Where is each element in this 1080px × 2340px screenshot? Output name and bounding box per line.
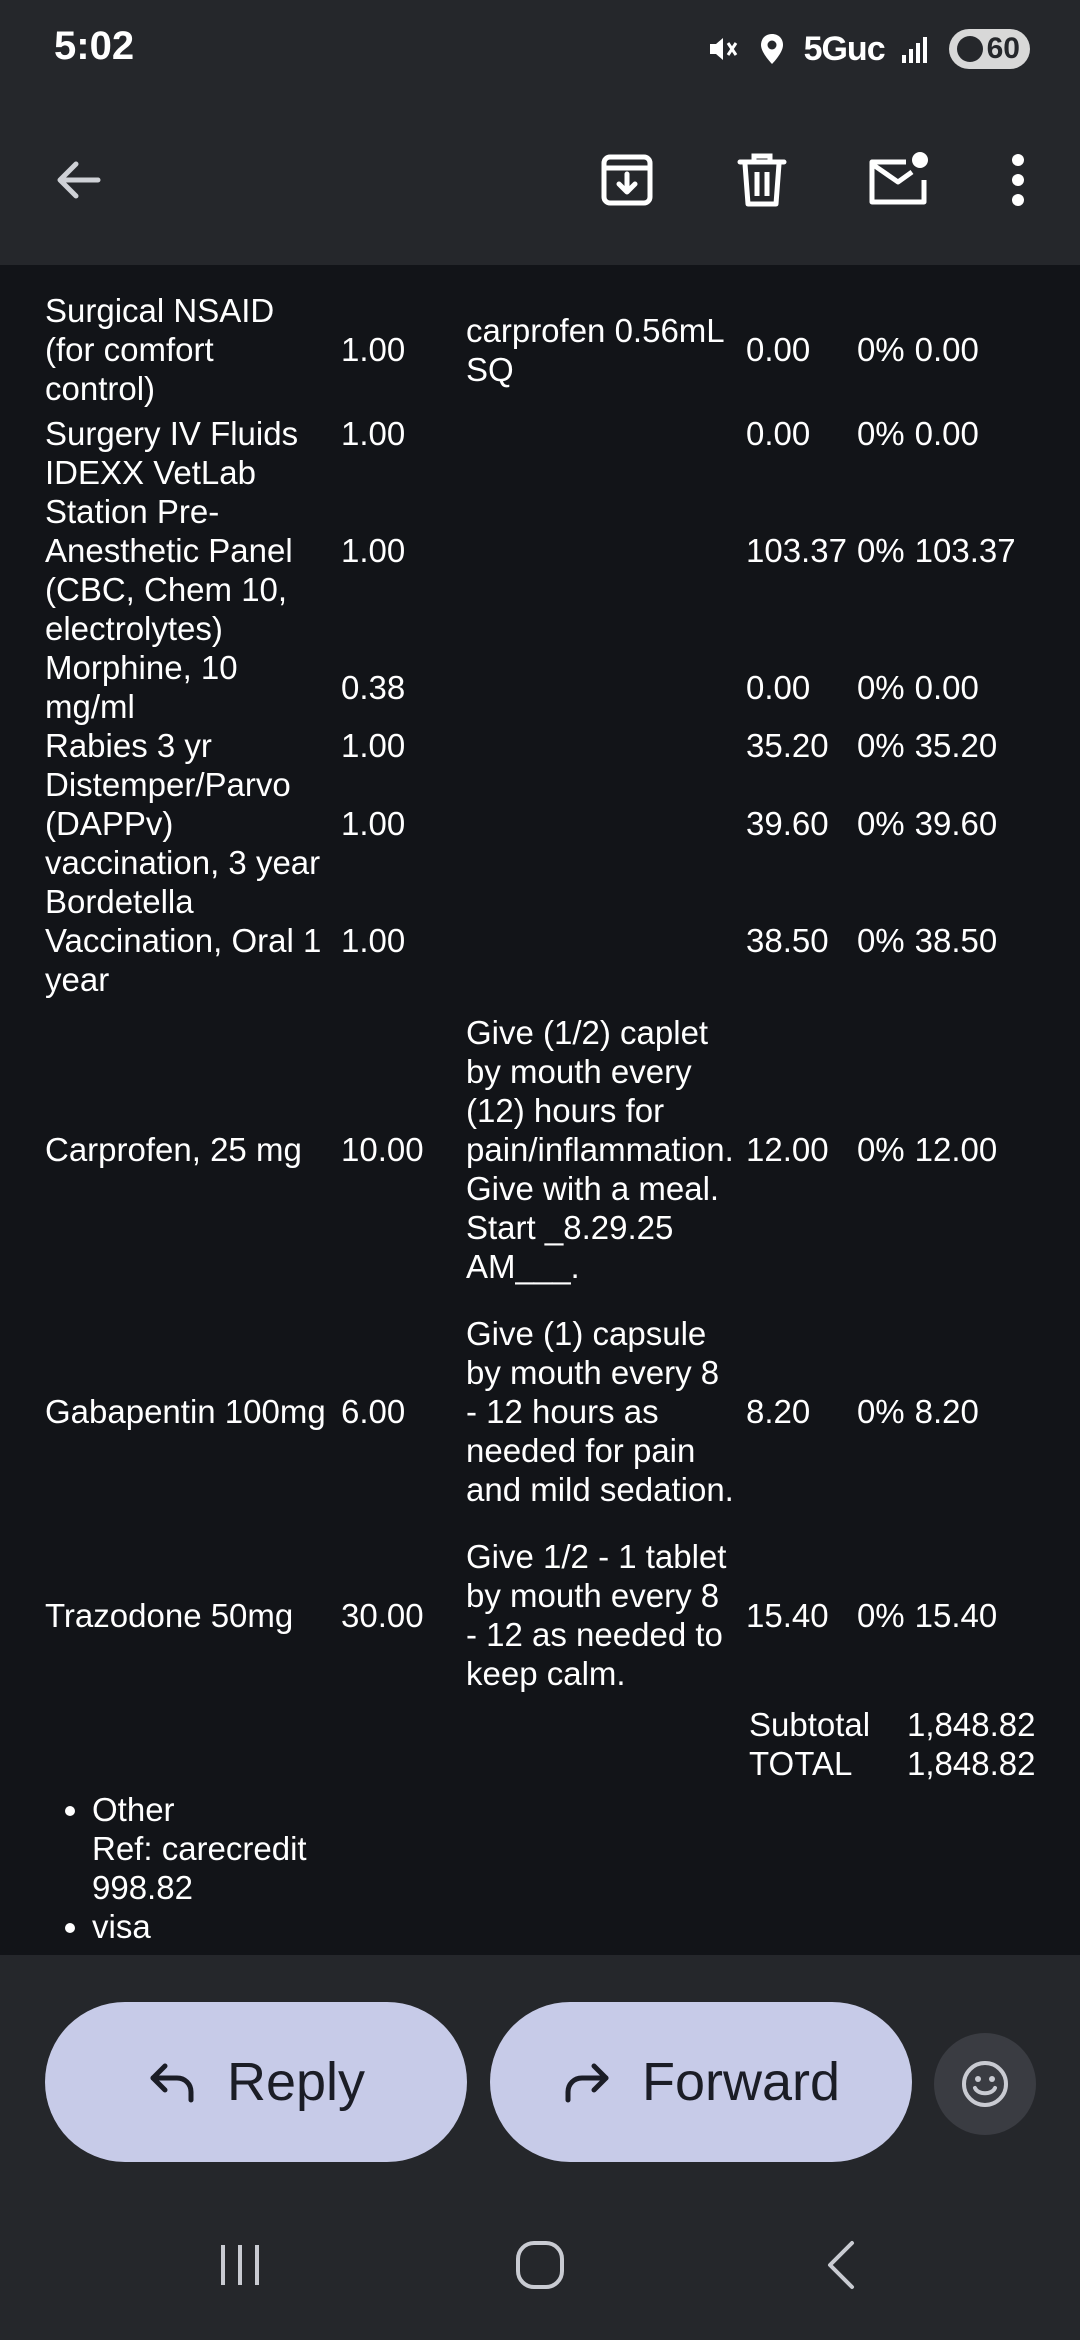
- mark-unread-button[interactable]: [858, 140, 938, 220]
- table-row: [40, 726, 1040, 765]
- item-note: Give (1/2) caplet by mouth every (12) hours for pain/inflammation. Give with a meal. Start _8.29.25 AM___.: [466, 1014, 734, 1285]
- item-discount: 0%: [856, 1596, 905, 1634]
- item-price: 12.00: [746, 1131, 829, 1168]
- item-qty: 1.00: [341, 922, 406, 959]
- item-total: 39.60: [914, 805, 998, 842]
- item-description: IDEXX VetLab Station Pre-Anesthetic Panel (CBC, Chem 10, electrolytes): [45, 454, 293, 647]
- table-row: [40, 999, 1040, 1300]
- mute-icon: [704, 31, 740, 67]
- trash-icon: [732, 150, 792, 210]
- item-discount: 0%: [856, 532, 905, 569]
- battery-level: 60: [986, 32, 1020, 65]
- table-row: [40, 285, 1040, 414]
- item-discount: 0%: [856, 1131, 905, 1168]
- item-qty: 10.00: [341, 1131, 424, 1168]
- item-price: 38.50: [746, 922, 829, 959]
- item-discount: 0%: [856, 727, 905, 764]
- item-price: 0.00: [746, 331, 811, 368]
- battery-saver-icon: [957, 36, 983, 62]
- table-row: [40, 453, 1040, 648]
- item-total: 35.20: [914, 727, 998, 764]
- item-total: 0.00: [914, 668, 979, 706]
- item-price: 0.00: [746, 668, 811, 706]
- total-label: TOTAL: [749, 1745, 853, 1782]
- recents-icon: [215, 2241, 265, 2289]
- item-price: 35.20: [746, 727, 829, 764]
- table-row: [40, 765, 1040, 882]
- invoice-table: [40, 285, 1040, 1707]
- item-note: carprofen 0.56mL SQ: [466, 311, 724, 388]
- app-bar: [0, 100, 1080, 265]
- item-discount: 0%: [856, 668, 905, 706]
- item-note: [461, 453, 741, 648]
- item-qty: 1.00: [341, 727, 406, 764]
- signal-icon: [899, 31, 935, 67]
- item-total: 103.37: [914, 532, 1016, 569]
- reply-label: Reply: [226, 2052, 366, 2112]
- table-row: [40, 414, 1040, 453]
- payment-amount: 998.82: [92, 1869, 193, 1906]
- more-vert-icon: [1008, 150, 1028, 210]
- item-note: [461, 882, 741, 999]
- status-icons: [704, 24, 1030, 74]
- email-body[interactable]: [0, 265, 1080, 1955]
- item-qty: 6.00: [341, 1393, 406, 1430]
- recents-button[interactable]: [200, 2235, 280, 2295]
- item-note: Give 1/2 - 1 tablet by mouth every 8 - 12 as needed to keep calm.: [466, 1538, 727, 1692]
- home-icon: [512, 2237, 568, 2293]
- item-total: 15.40: [914, 1596, 998, 1634]
- item-note: [461, 726, 741, 765]
- item-discount: 0%: [856, 1393, 905, 1430]
- item-description: Trazodone 50mg: [45, 1596, 294, 1634]
- system-back-button[interactable]: [800, 2235, 880, 2295]
- more-options-button[interactable]: [978, 140, 1058, 220]
- item-description: Surgical NSAID (for comfort control): [45, 292, 275, 407]
- table-row: [40, 1300, 1040, 1523]
- status-time: 5:02: [54, 24, 135, 68]
- item-total: 38.50: [914, 922, 998, 959]
- item-qty: 1.00: [341, 415, 406, 452]
- bottom-bar: [0, 1955, 1080, 2340]
- item-price: 0.00: [746, 415, 811, 452]
- total-line: [749, 1744, 1035, 1783]
- payment-method: visa: [92, 1908, 151, 1945]
- item-description: Carprofen, 25 mg: [45, 1131, 302, 1168]
- list-item: [92, 1790, 307, 1907]
- back-button[interactable]: [38, 140, 118, 220]
- item-total: 0.00: [914, 331, 979, 368]
- item-description: Rabies 3 yr: [45, 727, 212, 764]
- forward-label: Forward: [641, 2052, 841, 2112]
- item-discount: 0%: [856, 415, 905, 452]
- item-description: Surgery IV Fluids: [45, 415, 299, 452]
- network-type: 5Guc: [803, 29, 885, 68]
- payment-list: [46, 1790, 307, 1946]
- item-qty: 1.00: [341, 805, 406, 842]
- list-item: [92, 1907, 307, 1946]
- subtotal-value: 1,848.82: [907, 1706, 1036, 1743]
- item-qty: 0.38: [341, 668, 406, 706]
- item-price: 8.20: [746, 1393, 811, 1430]
- item-discount: 0%: [856, 922, 905, 959]
- delete-button[interactable]: [722, 140, 802, 220]
- status-bar: [0, 0, 1080, 100]
- item-price: 15.40: [746, 1596, 829, 1634]
- item-note: [461, 765, 741, 882]
- item-qty: 1.00: [341, 331, 406, 368]
- mark-unread-icon: [866, 150, 930, 210]
- item-price: 103.37: [746, 532, 847, 569]
- emoji-reaction-button[interactable]: [934, 2033, 1036, 2135]
- emoji-icon: [959, 2058, 1011, 2110]
- item-price: 39.60: [746, 805, 829, 842]
- table-row: [40, 882, 1040, 999]
- table-row: [40, 1523, 1040, 1707]
- location-icon: [754, 31, 790, 67]
- reply-icon: [147, 2060, 197, 2104]
- subtotal-line: [749, 1705, 1035, 1744]
- item-discount: 0%: [856, 805, 905, 842]
- subtotal-label: Subtotal: [749, 1706, 871, 1743]
- item-total: 8.20: [914, 1393, 979, 1430]
- item-total: 0.00: [914, 415, 979, 452]
- back-arrow-icon: [50, 152, 106, 208]
- invoice-totals: [749, 1705, 1035, 1783]
- item-note: [461, 648, 741, 726]
- total-value: 1,848.82: [907, 1745, 1036, 1782]
- archive-icon: [597, 150, 657, 210]
- system-back-icon: [820, 2237, 860, 2293]
- item-description: Morphine, 10 mg/ml: [45, 649, 238, 725]
- item-description: Distemper/Parvo (DAPPv) vaccination, 3 year: [45, 766, 321, 881]
- item-description: Gabapentin 100mg: [45, 1393, 326, 1430]
- item-description: Bordetella Vaccination, Oral 1 year: [45, 883, 322, 998]
- forward-button[interactable]: [490, 2002, 912, 2162]
- battery-indicator: [949, 29, 1030, 69]
- forward-icon: [562, 2060, 612, 2104]
- reply-button[interactable]: [45, 2002, 467, 2162]
- payment-method: Other: [92, 1791, 175, 1828]
- item-total: 12.00: [914, 1131, 998, 1168]
- item-qty: 1.00: [341, 532, 406, 569]
- payment-reference: Ref: carecredit: [92, 1830, 307, 1867]
- item-note: [461, 414, 741, 453]
- item-qty: 30.00: [341, 1596, 424, 1634]
- table-row: [40, 648, 1040, 726]
- item-note: Give (1) capsule by mouth every 8 - 12 hours as needed for pain and mild sedation.: [466, 1315, 734, 1508]
- item-discount: 0%: [856, 331, 905, 368]
- archive-button[interactable]: [587, 140, 667, 220]
- home-button[interactable]: [500, 2235, 580, 2295]
